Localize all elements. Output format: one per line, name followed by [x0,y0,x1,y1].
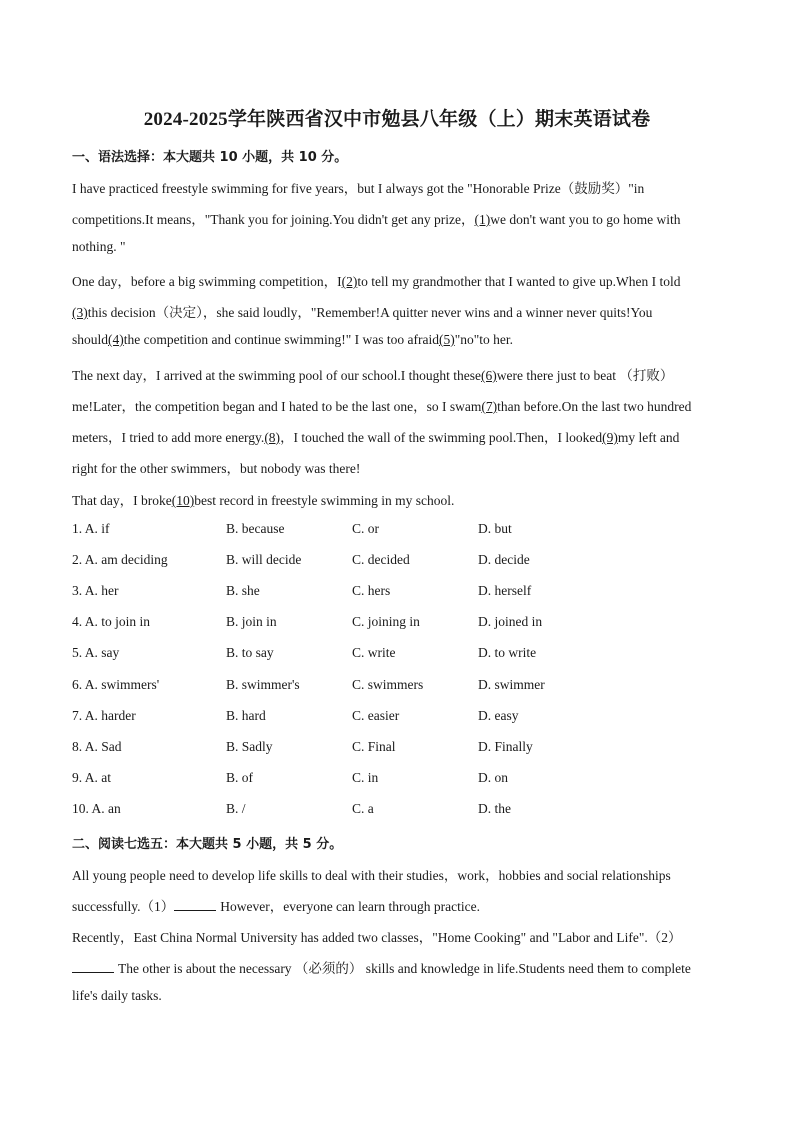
passage2-text: The other is about the necessary （必须的） skills and knowledge in life.Students need them to complete [118,961,691,976]
option-choice: B. Sadly [226,738,273,754]
option-choice: B. to say [226,645,274,661]
passage2-text: successfully.（1） [72,899,175,914]
passage2-line-2 [72,895,732,915]
option-choice: 4. A. to join in [72,614,151,630]
option-choice: 3. A. her [72,583,119,599]
passage1-text: were there just to beat （打败） [496,368,674,383]
passage1-line [72,270,732,290]
passage1-line [72,208,732,228]
option-choice: 6. A. swimmers' [72,676,160,692]
passage1-text: competitions.It means，"Thank you for joining.You didn't get any prize， [72,212,475,227]
option-choice: B. hard [226,707,266,723]
option-choice: D. easy [478,707,519,723]
blank-number: (6) [481,368,497,383]
blank-number: (9) [602,430,618,445]
option-choice: D. swimmer [478,676,545,692]
passage1-line [72,395,732,415]
option-choice: 2. A. am deciding [72,552,168,568]
option-choice: D. decide [478,552,530,568]
option-choice: B. swimmer's [226,676,300,692]
passage1-text: ，I touched the wall of the swimming pool.Then，I looked [280,430,603,445]
option-choice: B. will decide [226,552,302,568]
blank-number: (2) [341,274,358,289]
option-choice: C. Final [352,738,396,754]
passage2-line-4 [72,957,732,977]
blank-number: (4) [108,332,124,347]
passage2-line-3: Recently，East China Normal University has added two classes，"Home Cooking" and "Labor and Life".（2） [72,930,682,945]
passage2-line-5: life's daily tasks. [72,988,162,1003]
option-choice: D. to write [478,645,537,661]
blank-number: (7) [481,399,498,414]
option-choice: B. because [226,521,285,536]
option-choice: B. / [226,800,246,816]
blank-number: (1) [474,212,491,227]
passage1-line [72,364,732,384]
passage1-line [72,489,732,509]
option-choice: 8. A. Sad [72,738,122,754]
passage1-text: "no"to her. [454,332,513,347]
answer-blank [72,961,114,973]
passage1-line [72,239,732,255]
option-choice: C. easier [352,707,400,723]
option-choice: C. write [352,645,396,661]
option-choice: C. swimmers [352,676,424,692]
option-choice: C. or [352,521,379,536]
option-choice: D. herself [478,583,532,599]
option-choice: D. but [478,521,512,536]
passage1-text: best record in freestyle swimming in my school. [194,493,455,508]
option-choice: D. joined in [478,614,543,630]
option-choice: 9. A. at [72,769,111,785]
option-choice: C. a [352,800,374,816]
passage1-text: me!Later，the competition began and I hated to be the last one，so I swam [72,399,482,414]
passage1-text: That day，I broke [72,493,172,508]
option-choice: C. decided [352,552,410,568]
passage1-text: to tell my grandmother that I wanted to give up.When I told [357,274,681,289]
passage1-text: this decision（决定），she said loudly，"Remember!A quitter never wins and a winner never quits!You [87,305,653,320]
option-choice: B. she [226,583,260,599]
passage2-line-1: All young people need to develop life skills to deal with their studies，work，hobbies and social relationships [72,868,671,883]
blank-number: (3) [72,305,88,320]
option-choice: 10. A. an [72,800,121,816]
option-choice: B. join in [226,614,277,630]
blank-number: (8) [264,430,281,445]
passage1-text: right for the other swimmers，but nobody was there! [72,461,361,476]
passage1-line [72,332,732,348]
passage1-text: should [72,332,109,347]
passage1-text: I have practiced freestyle swimming for five years，but I always got the "Honorable Prize（鼓励奖）"in [72,181,645,196]
passage2-text: However，everyone can learn through practice. [220,899,480,914]
option-choice: 1. A. if [72,521,110,536]
passage1-text: nothing. " [72,239,126,254]
option-choice: D. Finally [478,738,533,754]
option-choice: C. in [352,769,379,785]
option-choice: D. the [478,800,511,816]
passage1-text: than before.On the last two hundred [497,399,692,414]
blank-number: (5) [438,332,455,347]
passage1-text: we don't want you to go home with [490,212,681,227]
answer-blank [174,899,216,911]
passage1-text: meters，I tried to add more energy. [72,430,265,445]
blank-number: (10) [171,493,195,508]
passage1-text: the competition and continue swimming!" I was too afraid [123,332,439,347]
option-choice: C. hers [352,583,391,599]
option-choice: D. on [478,769,508,785]
passage1-line [72,301,732,321]
passage1-text: The next day，I arrived at the swimming pool of our school.I thought these [72,368,482,383]
section1-heading: 一、语法选择：本大题共 10 小题，共 10 分。 [72,150,348,165]
passage1-line [72,457,732,477]
section2-heading: 二、阅读七选五：本大题共 5 小题，共 5 分。 [72,837,343,852]
option-choice: 7. A. harder [72,707,136,723]
passage1-line [72,177,732,197]
option-choice: B. of [226,769,253,785]
passage1-text: my left and [617,430,680,445]
option-choice: 5. A. say [72,645,120,661]
passage1-text: One day，before a big swimming competition，I [72,274,342,289]
passage1-line [72,426,732,446]
option-choice: C. joining in [352,614,420,630]
page-title: 2024-2025学年陕西省汉中市勉县八年级（上）期末英语试卷 [143,109,651,130]
